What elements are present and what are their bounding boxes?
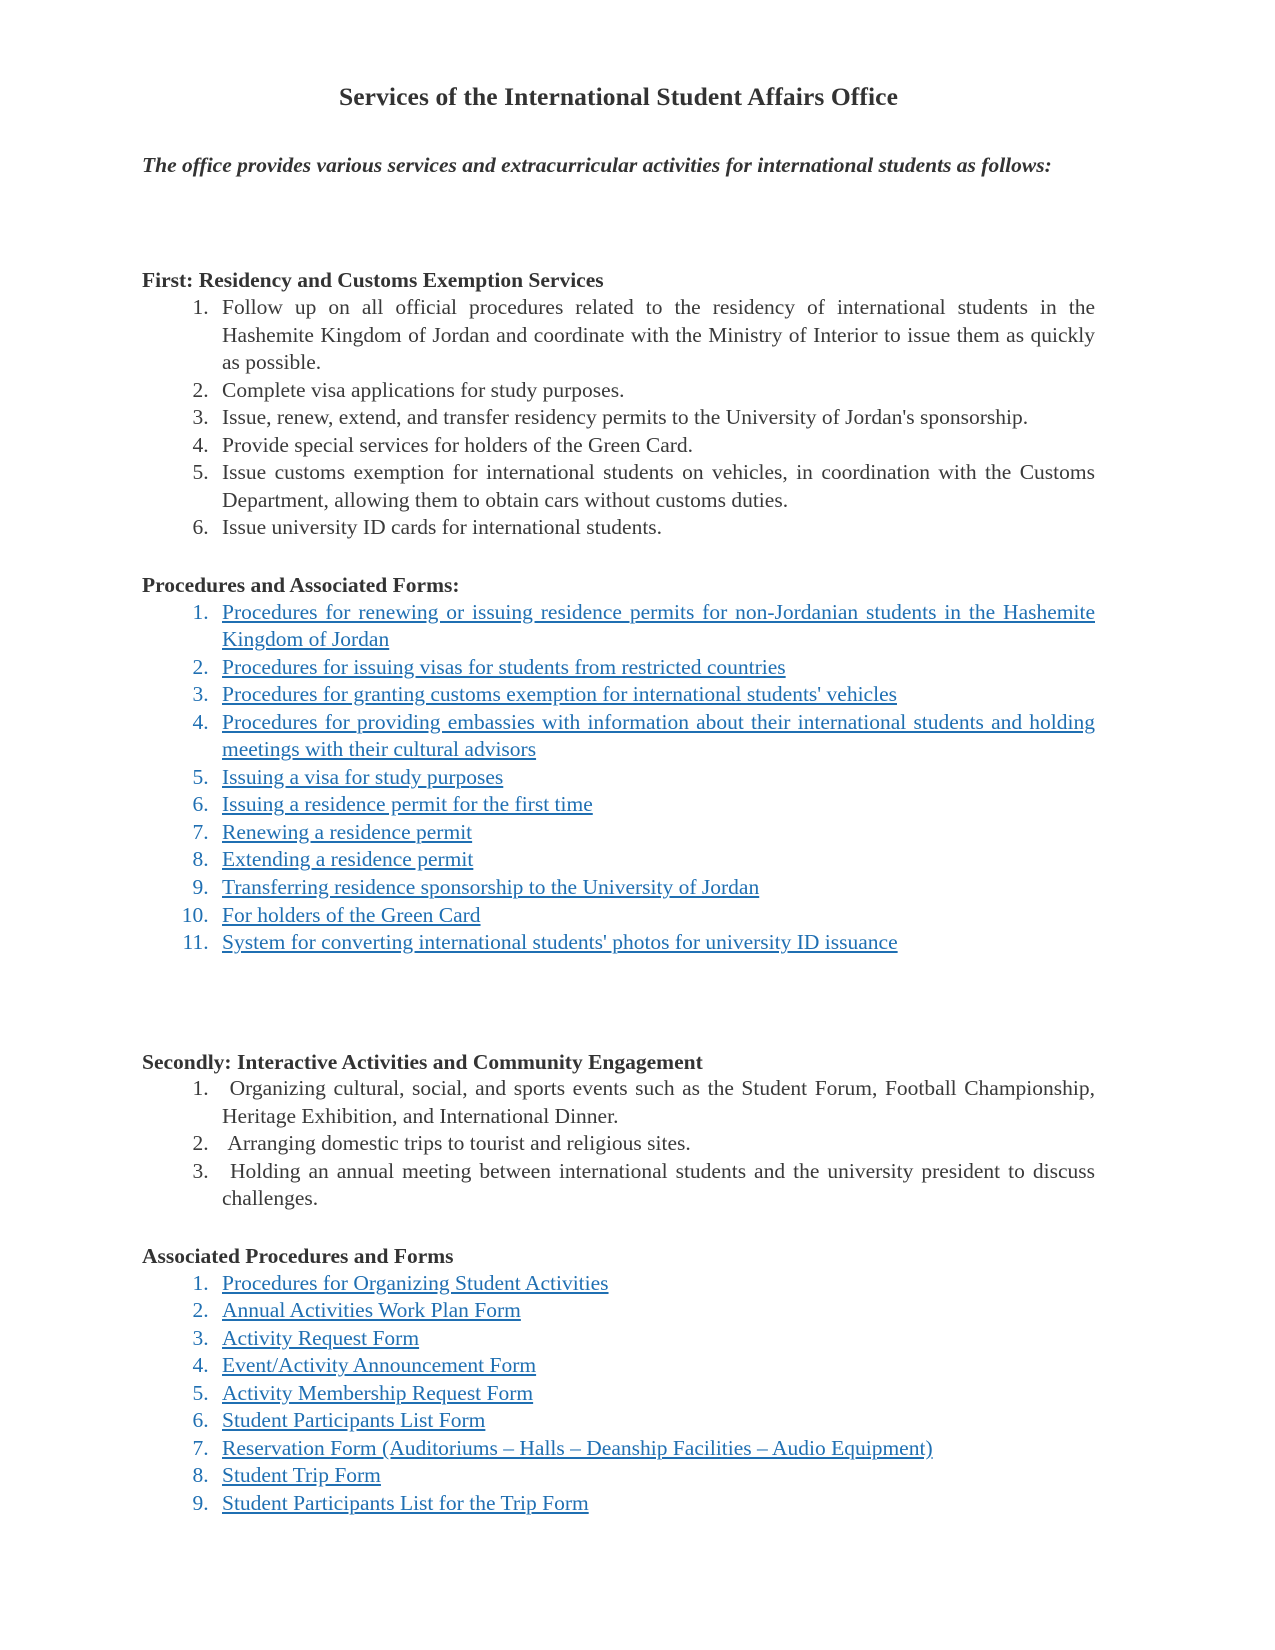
spacer (142, 957, 1095, 1049)
section-associated-forms-2 (142, 1243, 1095, 1518)
list-item-text: Holding an annual meeting between international students and the university president to discuss challenges. (222, 1158, 1095, 1211)
form-link[interactable]: Student Participants List for the Trip Form (222, 1490, 589, 1515)
form-link[interactable]: Procedures for Organizing Student Activities (222, 1270, 609, 1295)
residency-services-list (142, 294, 1095, 542)
list-item (214, 1158, 1095, 1213)
list-item-text: Organizing cultural, social, and sports events such as the Student Forum, Football Championship, Heritage Exhibition, and International Dinner. (222, 1076, 1095, 1128)
section-heading-residency: First: Residency and Customs Exemption Services (142, 268, 604, 293)
list-item[interactable] (214, 1352, 1095, 1380)
procedure-link[interactable]: Procedures for granting customs exemption for international students' vehicles (222, 682, 897, 707)
list-item[interactable] (214, 709, 1095, 764)
procedure-link[interactable]: Procedures for providing embassies with information about their international students and holding meetings with their cultural advisors (222, 709, 1095, 762)
interactive-activities-list (142, 1075, 1095, 1213)
form-link[interactable]: Activity Request Form (222, 1325, 420, 1350)
spacer (142, 1213, 1095, 1243)
section-heading-procedures-forms: Procedures and Associated Forms: (142, 572, 460, 597)
page-title: Services of the International Student Affairs Office (338, 82, 899, 111)
list-item[interactable] (214, 764, 1095, 792)
list-item[interactable] (214, 599, 1095, 654)
list-item[interactable] (214, 1407, 1095, 1435)
list-item[interactable] (214, 1435, 1095, 1463)
list-item[interactable] (214, 1325, 1095, 1353)
list-item[interactable] (214, 902, 1095, 930)
list-item: 1. Follow up on all official procedures related to the residency of international students in the Hashemite Kingdom of Jordan and coordinate with the Ministry of Interior to issue them as quickly as possible. (214, 294, 1095, 377)
section-heading-associated-forms: Associated Procedures and Forms (142, 1243, 454, 1268)
procedure-link[interactable]: For holders of the Green Card (222, 902, 481, 927)
form-link[interactable]: Annual Activities Work Plan Form (222, 1298, 521, 1323)
associated-forms-link-list (142, 1270, 1095, 1518)
section-residency (142, 267, 1095, 542)
procedure-link[interactable]: Procedures for renewing or issuing residence permits for non-Jordanian students in the Hashemite Kingdom of Jordan (222, 599, 1095, 652)
list-item[interactable] (214, 846, 1095, 874)
list-item[interactable] (214, 681, 1095, 709)
list-item: 4. Provide special services for holders of the Green Card. (214, 432, 1095, 460)
procedures-forms-link-list (142, 599, 1095, 957)
list-item[interactable] (214, 929, 1095, 957)
list-item[interactable] (214, 819, 1095, 847)
list-item[interactable] (214, 1297, 1095, 1325)
form-link[interactable]: Student Participants List Form (222, 1408, 486, 1433)
list-item (214, 1130, 1095, 1158)
list-item: 2. Complete visa applications for study purposes. (214, 377, 1095, 405)
form-link[interactable]: Student Trip Form (222, 1463, 381, 1488)
list-item-text: Arranging domestic trips to tourist and religious sites. (227, 1131, 691, 1156)
form-link[interactable]: Event/Activity Announcement Form (222, 1353, 537, 1378)
procedure-link[interactable]: Issuing a residence permit for the first time (222, 792, 593, 817)
list-item: 5. Issue customs exemption for international students on vehicles, in coordination with the Customs Department, allowing them to obtain cars without customs duties. (214, 459, 1095, 514)
spacer (142, 201, 1095, 267)
list-item (214, 1075, 1095, 1130)
intro-paragraph: The office provides various services and extracurricular activities for international students as follows: (142, 153, 1052, 177)
form-link[interactable]: Activity Membership Request Form (222, 1380, 534, 1405)
list-item[interactable] (214, 1380, 1095, 1408)
list-item[interactable] (214, 1270, 1095, 1298)
procedure-link[interactable]: Procedures for issuing visas for students from restricted countries (222, 654, 786, 679)
form-link[interactable]: Reservation Form (Auditoriums – Halls – Deanship Facilities – Audio Equipment) (222, 1435, 933, 1460)
procedure-link[interactable]: Renewing a residence permit (222, 819, 473, 844)
procedure-link[interactable]: Transferring residence sponsorship to the University of Jordan (222, 874, 760, 899)
procedure-link[interactable]: Issuing a visa for study purposes (222, 764, 504, 789)
list-item[interactable] (214, 654, 1095, 682)
procedure-link[interactable]: Extending a residence permit (222, 847, 474, 872)
list-item: 3. Issue, renew, extend, and transfer residency permits to the University of Jordan's sponsorship. (214, 404, 1095, 432)
list-item[interactable] (214, 874, 1095, 902)
section-procedures-forms-1 (142, 572, 1095, 957)
section-interactive-activities (142, 1049, 1095, 1213)
procedure-link[interactable]: System for converting international students' photos for university ID issuance (222, 930, 898, 955)
section-heading-interactive-activities: Secondly: Interactive Activities and Community Engagement (142, 1049, 703, 1074)
list-item[interactable] (214, 1462, 1095, 1490)
list-item[interactable] (214, 1490, 1095, 1518)
spacer (142, 542, 1095, 572)
list-item[interactable] (214, 791, 1095, 819)
list-item: 6. Issue university ID cards for international students. (214, 514, 1095, 542)
